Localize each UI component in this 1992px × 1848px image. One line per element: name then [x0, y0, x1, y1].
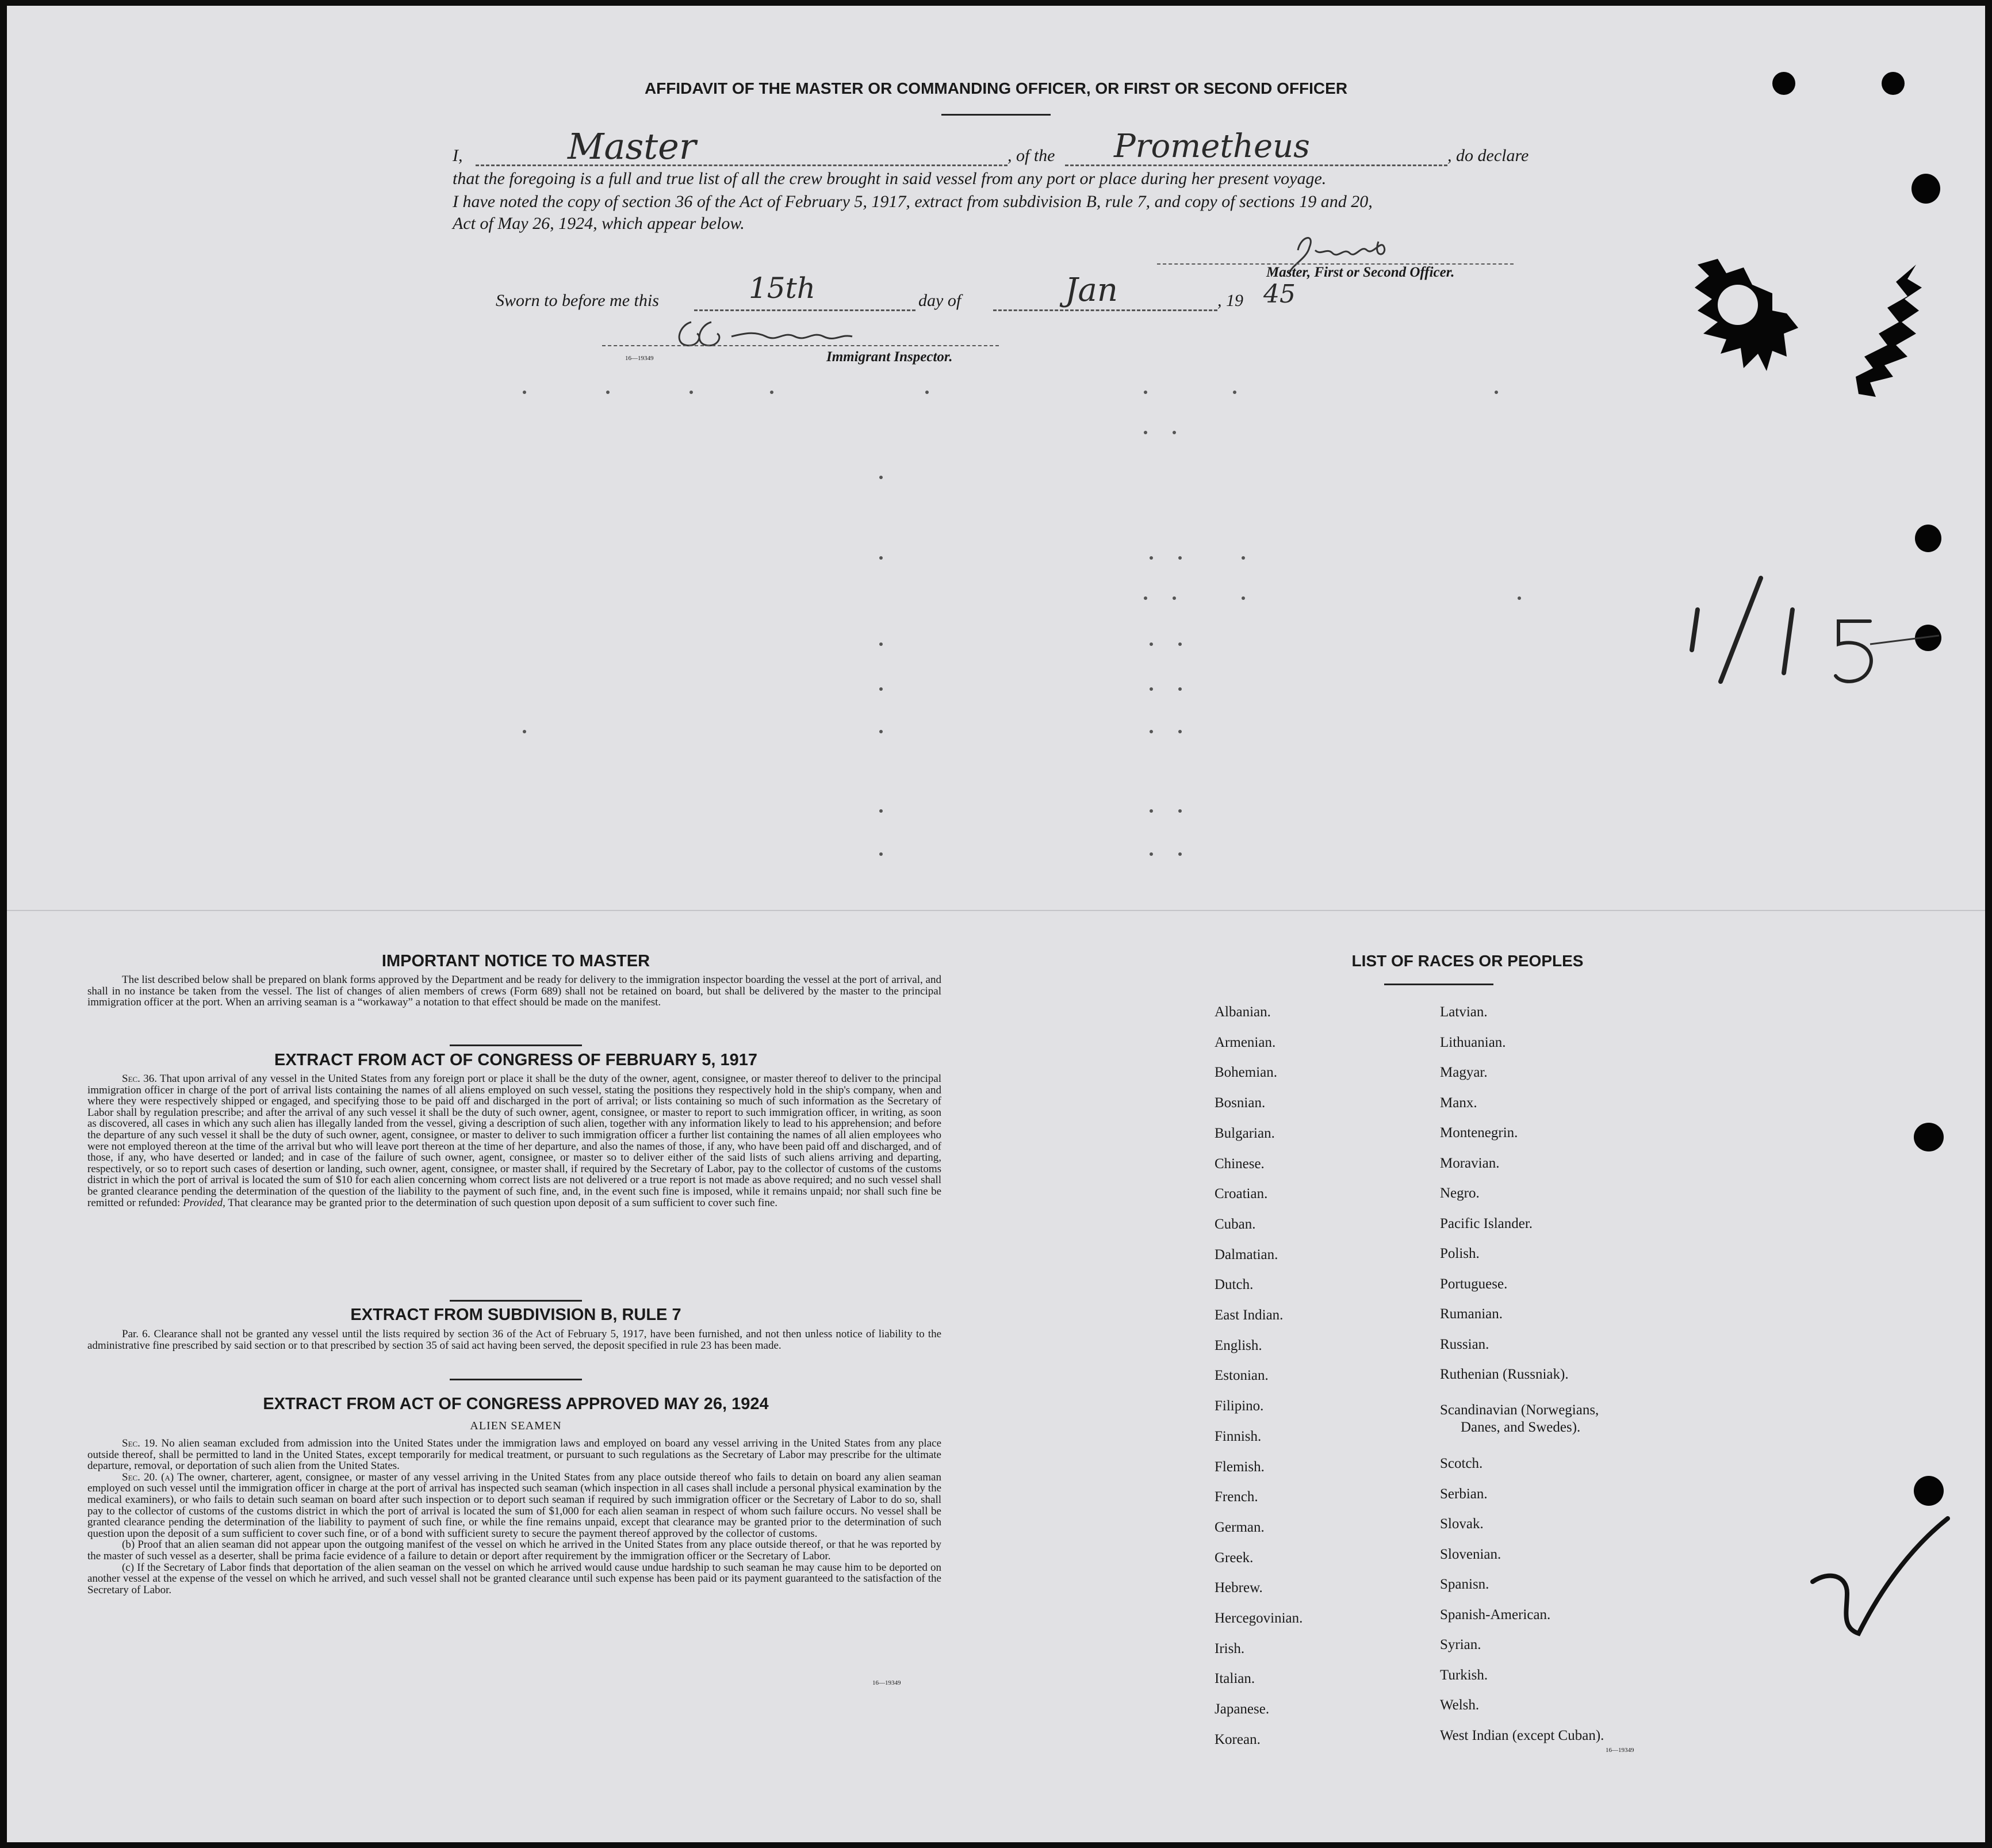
sec36-body: That upon arrival of any vessel in the United States from any foreign port or place it shall be the duty of the owner, agent, consignee, or master thereof to deliver to the principal immigration officer in charge of the port of arrival lists containing the names of all aliens employed on such vessel, stating the positions they respectively hold in the ship's company, when and where they were respectively shipped or engaged, and specifying those to be paid off and discharged in the port of arrival; or lists containing so much of such information as the Secretary of Labor shall by regulation prescribe; and after the arrival of any such vessel it shall be the duty of such owner, agent, consignee, or master to report to such immigration officer, in writing, as soon as discovered, all cases in which any such alien has illegally landed from the vessel, giving a description of such alien, together with any information likely to lead to his apprehension; and before the departure of any such vessel it shall be the duty of such owner, agent, consignee, or master to deliver to such immigration officer a further list containing the names of all alien employees who were not employed thereon at the time of the arrival but who will leave port thereon at the time of her departure, and also the names of those, if any, who have been paid off and discharged, and of those, if any, who have deserted or landed; and in case of the failure of such owner, agent, consignee, or master so to deliver either of the said lists of such aliens arriving and departing, respectively, or so to report such cases of desertion or landing, such owner, agent, consignee, or master shall, if required by the Secretary of Labor, pay to the collector of customs of the customs district in which the port of arrival is located the sum of $10 for each alien concerning whom correct lists are not delivered or a true report is not made as above required; and no such vessel shall be granted clearance pending the determination of the question of the liability to the payment of such fine, and, in the event such fine is imposed, while it remains unpaid; nor shall such fine be remitted or refunded: [87, 1073, 941, 1209]
race-item: Manx. [1440, 1095, 1477, 1111]
affidavit-form-number: 16—19349 [625, 355, 654, 362]
sec20-label: Sec. 20. (a) [122, 1471, 174, 1483]
race-item: Cuban. [1215, 1216, 1256, 1232]
provided-word: Provided, [183, 1196, 225, 1209]
race-item: Bohemian. [1215, 1065, 1278, 1081]
race-item: Danes, and Swedes). [1461, 1420, 1581, 1435]
par6-body: Clearance shall not be granted any vessel until the lists required by section 36 of the Act of February 5, 1917, have been furnished, and not then unless notice of liability to the administrative fine prescribed by said section or to that prescribed by section 35 of said act having been served, the deposit specified in rule 23 has been made. [87, 1328, 942, 1352]
races-heading: LIST OF RACES OR PEOPLES [1351, 952, 1584, 970]
race-item: Japanese. [1215, 1701, 1270, 1717]
race-item: Pacific Islander. [1440, 1215, 1533, 1231]
notice-text: The list described below shall be prepared on blank forms approved by the Department and be ready for delivery to the immigration inspector boarding the vessel at the port of arrival, and shall in no instance be taken from the vessel. The list of changes of alien members of crews (Form 689) shall not be retained on board, but shall be delivered by the master to the principal immigration officer at the port. When an arriving seaman is a “workaway” a notation to that effect should be made on the manifest. [87, 974, 941, 1009]
race-item: Polish. [1440, 1246, 1480, 1261]
race-item: Spanish-American. [1440, 1606, 1551, 1623]
race-item: Magyar. [1440, 1065, 1488, 1080]
sworn-day-field[interactable]: 15th [749, 271, 815, 305]
affidavit-line4: Act of May 26, 1924, which appear below. [453, 214, 745, 233]
extract-1924-heading: EXTRACT FROM ACT OF CONGRESS APPROVED MAY 26, 1924 [263, 1395, 769, 1413]
sec19-paragraph [87, 1438, 941, 1472]
race-item: French. [1215, 1489, 1258, 1505]
manifest-sheet [7, 6, 1985, 1842]
races-title-rule [1384, 984, 1493, 985]
race-item: Montenegrin. [1440, 1125, 1518, 1141]
par6-label: Par. 6. [122, 1328, 151, 1340]
sec20c-body: If the Secretary of Labor finds that deportation of the alien seaman on the vessel on which he arrived would cause undue hardship to such seaman he may cause him to be deported on another vessel at the expense of the vessel on which he arrived, and such vessel shall not be granted clearance until such expense has been paid or its payment guaranteed to the satisfaction of the Secretary of Labor. [87, 1561, 941, 1596]
sworn-month-line [993, 309, 1217, 311]
race-item: Welsh. [1440, 1697, 1480, 1713]
officer-line [476, 164, 1008, 166]
race-item: Hercegovinian. [1215, 1610, 1303, 1626]
of-the-label: , of the [1008, 146, 1055, 165]
race-item: Bosnian. [1215, 1095, 1266, 1111]
race-item: German. [1215, 1519, 1265, 1535]
race-item: Moravian. [1440, 1155, 1500, 1171]
race-item: English. [1215, 1337, 1262, 1353]
inspector-signature-line [602, 345, 999, 346]
sec20b-paragraph [87, 1539, 941, 1562]
race-item: Slovak. [1440, 1516, 1484, 1532]
race-item: Filipino. [1215, 1398, 1264, 1414]
declare-label: , do declare [1447, 146, 1529, 165]
extract-1924-text [87, 1438, 941, 1596]
race-item: Slovenian. [1440, 1546, 1501, 1562]
races-form-number: 16—19349 [1606, 1747, 1634, 1754]
section-rule [450, 1300, 582, 1302]
extract-1917-heading: EXTRACT FROM ACT OF CONGRESS OF FEBRUARY 5, 1917 [274, 1051, 758, 1069]
punch-hole [1914, 1476, 1944, 1506]
race-item: Portuguese. [1440, 1276, 1508, 1292]
affidavit-i-label: I, [453, 146, 463, 165]
race-item: Albanian. [1215, 1004, 1271, 1020]
sworn-year-field[interactable]: 45 [1263, 280, 1296, 309]
race-item: Greek. [1215, 1549, 1254, 1566]
race-item: Croatian. [1215, 1186, 1268, 1202]
race-item: Turkish. [1440, 1667, 1488, 1683]
alien-seamen-subheading: ALIEN SEAMEN [470, 1420, 562, 1432]
race-item: Armenian. [1215, 1034, 1276, 1050]
year-prefix-label: , 19 [1217, 291, 1243, 310]
sec36-label: Sec. 36. [122, 1073, 157, 1085]
sworn-label: Sworn to before me this [496, 291, 659, 310]
sworn-month-field[interactable]: Jan [1065, 271, 1118, 309]
day-of-label: day of [918, 291, 961, 310]
provided-text: That clearance may be granted prior to the determination of such question upon deposit of a sum sufficient to cover such fine. [228, 1196, 777, 1209]
race-item: Irish. [1215, 1640, 1245, 1656]
section-rule [450, 1379, 582, 1380]
race-item: Scandinavian (Norwegians, [1440, 1402, 1599, 1418]
race-item: Italian. [1215, 1671, 1255, 1687]
check-mark [1807, 1513, 1956, 1651]
race-item: Flemish. [1215, 1459, 1265, 1475]
sec20-paragraph [87, 1472, 941, 1540]
handwritten-officer-field[interactable]: Master [568, 125, 696, 167]
race-item: Estonian. [1215, 1368, 1269, 1384]
race-item: Bulgarian. [1215, 1125, 1275, 1141]
race-item: Syrian. [1440, 1637, 1481, 1652]
sec20b-label: (b) [122, 1539, 135, 1551]
race-item: Dutch. [1215, 1277, 1254, 1293]
race-item: Serbian. [1440, 1486, 1488, 1502]
race-item: Latvian. [1440, 1004, 1488, 1020]
race-item: Finnish. [1215, 1428, 1262, 1444]
margin-annotation-mark [1680, 575, 1945, 725]
sec19-label: Sec. 19. [122, 1437, 158, 1449]
race-item: Russian. [1440, 1336, 1489, 1352]
affidavit-title: AFFIDAVIT OF THE MASTER OR COMMANDING OFFICER, OR FIRST OR SECOND OFFICER [644, 79, 1348, 97]
sec20-body: The owner, charterer, agent, consignee, or master of any vessel arriving in the United States from any place outside thereof who fails to detain on board any alien seaman employed on such vessel until the immigration officer in charge at the port of arrival has inspected such seaman (which inspection in all cases shall include a personal physical examination by the medical examiners), or who fails to detain such seaman on board after such inspection or to deport such seaman if required by such immigration officer or the Secretary of Labor to do so, shall pay to the collector of customs of the customs district in which the port of arrival is located the sum of $1,000 for each alien seaman in respect of whom such failure occurs. No vessel shall be granted clearance pending the determination of the liability to payment of such fine, or while the fine remains unpaid, except that clearance may be granted prior to the determination of such question upon the deposit of a sum sufficient to cover such fine, or of a bond with sufficient surety to secure the payment thereof approved by the collector of customs. [87, 1471, 941, 1540]
affidavit-line3: I have noted the copy of section 36 of the Act of February 5, 1917, extract from subdivision B, rule 7, and copy of sections 19 and 20, [453, 192, 1373, 211]
extract-1917-text [87, 1073, 941, 1208]
extract-rule7-heading: EXTRACT FROM SUBDIVISION B, RULE 7 [350, 1306, 681, 1324]
fold-crease [7, 910, 1985, 911]
extract-form-number: 16—19349 [872, 1679, 901, 1686]
race-item: Chinese. [1215, 1156, 1265, 1172]
sec19-body: No alien seaman excluded from admission into the United States under the immigration laws and employed on board any vessel arriving in the United States from any place outside thereof, shall be permitted to land in the United States, except temporarily for medical treatment, or pursuant to such regulations as the Secretary of Labor may prescribe for the ultimate departure, removal, or deportation of such alien from the United States. [87, 1437, 941, 1472]
sec20b-body: Proof that an alien seaman did not appear upon the outgoing manifest of the vessel on which he arrived in the United States from any place outside thereof, or that he was reported by the master of such vessel as a deserter, shall be prima facie evidence of a failure to detain or deport after requirement by the immigration officer or the Secretary of Labor. [87, 1539, 942, 1562]
race-item: Lithuanian. [1440, 1034, 1506, 1050]
extract-rule7-text [87, 1329, 941, 1351]
race-item: Ruthenian (Russniak). [1440, 1367, 1569, 1382]
punch-hole [1914, 1123, 1944, 1151]
title-rule [941, 114, 1051, 116]
race-item: Scotch. [1440, 1456, 1483, 1471]
handwritten-vessel-field[interactable]: Prometheus [1114, 128, 1310, 165]
affidavit-line2: that the foregoing is a full and true list of all the crew brought in said vessel from any port or place during her present voyage. [453, 169, 1327, 188]
race-item: Korean. [1215, 1731, 1261, 1747]
section-rule [450, 1044, 582, 1046]
sec20c-label: (c) [122, 1561, 135, 1574]
race-item: Spanisn. [1440, 1577, 1489, 1592]
race-item: West Indian (except Cuban). [1440, 1727, 1604, 1743]
inspector-label: Immigrant Inspector. [826, 349, 953, 365]
race-item: Rumanian. [1440, 1306, 1503, 1322]
race-item: East Indian. [1215, 1307, 1284, 1323]
sec20c-paragraph [87, 1562, 941, 1596]
notice-heading: IMPORTANT NOTICE TO MASTER [381, 952, 650, 970]
bleed-through-dots [7, 6, 1985, 903]
officer-title-label: Master, First or Second Officer. [1266, 265, 1455, 280]
race-item: Dalmatian. [1215, 1246, 1278, 1262]
race-item: Hebrew. [1215, 1580, 1263, 1596]
race-item: Negro. [1440, 1185, 1480, 1201]
